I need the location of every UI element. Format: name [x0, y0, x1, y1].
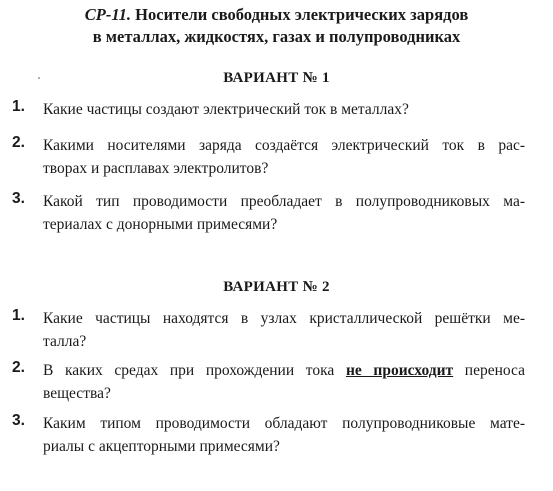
question-line: вещества? — [43, 385, 111, 402]
question-text — [43, 134, 525, 180]
variant1-heading: ВАРИАНТ № 1 — [223, 70, 330, 86]
question-line: Какой тип проводимости преобладает в полупроводниковых ма- — [43, 193, 525, 210]
question-number: 2. — [12, 359, 25, 376]
question-line: Каким типом проводимости обладают полупроводниковые мате- — [43, 415, 525, 432]
worksheet-title-line2: в металлах, жидкостях, газах и полупроводниках — [92, 27, 461, 46]
worksheet-title-line1 — [0, 4, 553, 26]
question-line-part: переноса — [453, 362, 525, 379]
question-number: 1. — [12, 98, 25, 115]
question-line-part: В каких средах при прохождении тока — [43, 362, 346, 379]
worksheet-title-text: Носители свободных электрических зарядов — [131, 5, 469, 24]
question-number: 3. — [12, 412, 25, 429]
question-number: 2. — [12, 134, 25, 151]
variant2-heading: ВАРИАНТ № 2 — [223, 279, 330, 295]
question-line: Какие частицы находятся в узлах кристаллической решётки ме- — [43, 310, 525, 327]
question-line: Какими носителями заряда создаётся электрический ток в рас- — [43, 137, 525, 154]
emphasized-phrase: не происходит — [345, 362, 454, 379]
question-line: териалах с донорными примесями? — [43, 216, 278, 233]
worksheet-code: СР-11. — [84, 5, 132, 24]
question-line: творах и расплавах электролитов? — [43, 160, 269, 177]
question-text — [43, 307, 525, 353]
question-line: талла? — [43, 333, 87, 350]
question-line — [43, 359, 525, 382]
question-text — [43, 412, 525, 458]
question-number: 3. — [12, 190, 25, 207]
question-number: 1. — [12, 307, 25, 324]
question-line: риалы с акцепторными примесями? — [43, 438, 280, 455]
question-text — [43, 359, 525, 405]
question-text — [43, 190, 525, 236]
question-line: Какие частицы создают электрический ток в металлах? — [43, 101, 409, 118]
question-text — [43, 98, 525, 121]
